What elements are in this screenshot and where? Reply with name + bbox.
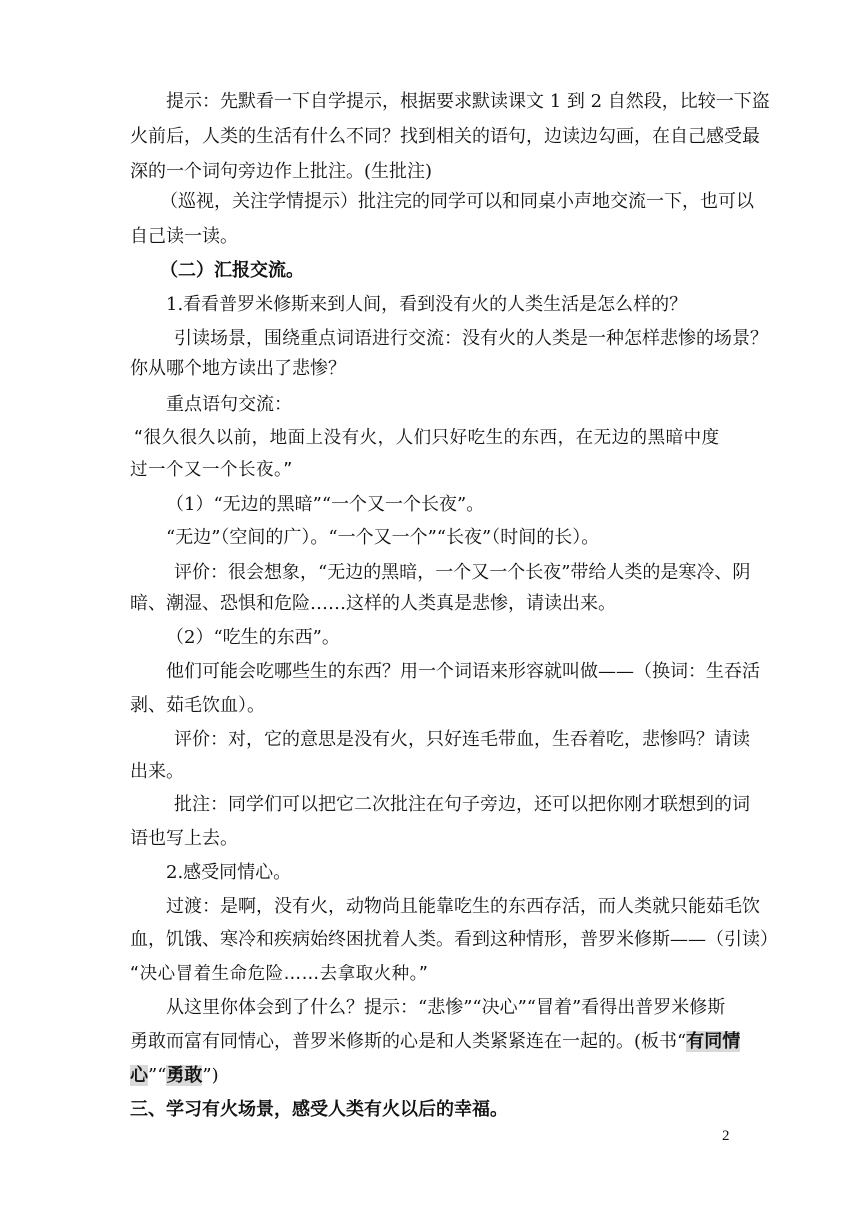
paragraph-line: “无边”（空间的广）。“一个又一个”“长夜”（时间的长）。 [166,527,600,548]
paragraph-line: 语也写上去。 [130,828,238,849]
text-run: ”“ [148,1065,167,1086]
paragraph-line: 批注：同学们可以把它二次批注在句子旁边，还可以把你刚才联想到的词 [174,794,750,815]
paragraph-line: 血，饥饿、寒冷和疾病始终困扰着人类。看到这种情形，普罗米修斯——（引读） [130,929,778,950]
paragraph-line: 剥、茹毛饮血）。 [130,695,265,716]
paragraph-line: 火前后，人类的生活有什么不同？找到相关的语句，边读边勾画，在自己感受最 [130,126,760,147]
quote-line: 过一个又一个长夜。” [130,460,293,480]
paragraph-line: 他们可能会吃哪些生的东西？用一个词语来形容就叫做——（换词：生吞活 [166,661,760,682]
paragraph-line: 2.感受同情心。 [166,862,292,883]
paragraph-line: 重点语句交流： [166,394,292,415]
text-run: ”) [202,1065,219,1086]
paragraph-line: 评价：很会想象，“无边的黑暗，一个又一个长夜”带给人类的是寒冷、阴 [174,562,751,583]
paragraph-line: 暗、潮湿、恐惧和危险……这样的人类真是悲惨，请读出来。 [130,593,616,614]
highlighted-text: 心 [130,1065,148,1086]
paragraph-line [130,1028,740,1056]
paragraph-line: 自己读一读。 [130,226,238,247]
paragraph-line: （2）“吃生的东西”。 [166,627,340,648]
paragraph-line: 你从哪个地方读出了悲惨？ [130,358,346,379]
page-number: 2 [722,1128,730,1144]
quote-line: “很久很久以前，地面上没有火，人们只好吃生的东西，在无边的黑暗中度 [134,428,720,448]
paragraph-line: 引读场景，围绕重点词语进行交流：没有火的人类是一种怎样悲惨的场景？ [174,328,768,349]
paragraph-line: （巡视，关注学情提示）批注完的同学可以和同桌小声地交流一下，也可以 [160,191,754,212]
text-run: 勇敢而富有同情心，普罗米修斯的心是和人类紧紧连在一起的。(板书“ [130,1031,687,1052]
paragraph-line: 深的一个词句旁边作上批注。(生批注) [130,161,433,182]
highlighted-text: 有同情 [686,1031,741,1052]
paragraph-line: 从这里你体会到了什么？提示：“悲惨”“决心”“冒着”看得出普罗米修斯 [166,997,726,1018]
highlighted-text: 勇敢 [166,1065,203,1086]
paragraph-line: 提示：先默看一下自学提示，根据要求默读课文 1 到 2 自然段，比较一下盗 [166,91,770,112]
paragraph-line: 出来。 [130,761,184,782]
paragraph-line: （1）“无边的黑暗”“一个又一个长夜”。 [166,494,485,515]
section-heading: 三、学习有火场景，感受人类有火以后的幸福。 [130,1099,508,1120]
paragraph-line: 评价：对，它的意思是没有火，只好连毛带血，生吞着吃，悲惨吗？请读 [174,729,750,750]
section-heading: （二）汇报交流。 [160,260,304,281]
paragraph-line: 1.看看普罗米修斯来到人间，看到没有火的人类生活是怎么样的？ [166,294,688,315]
paragraph-line [130,1062,219,1090]
quote-line: “决心冒着生命危险……去拿取火种。” [130,964,429,984]
paragraph-line: 过渡：是啊，没有火，动物尚且能靠吃生的东西存活，而人类就只能茹毛饮 [166,896,760,917]
